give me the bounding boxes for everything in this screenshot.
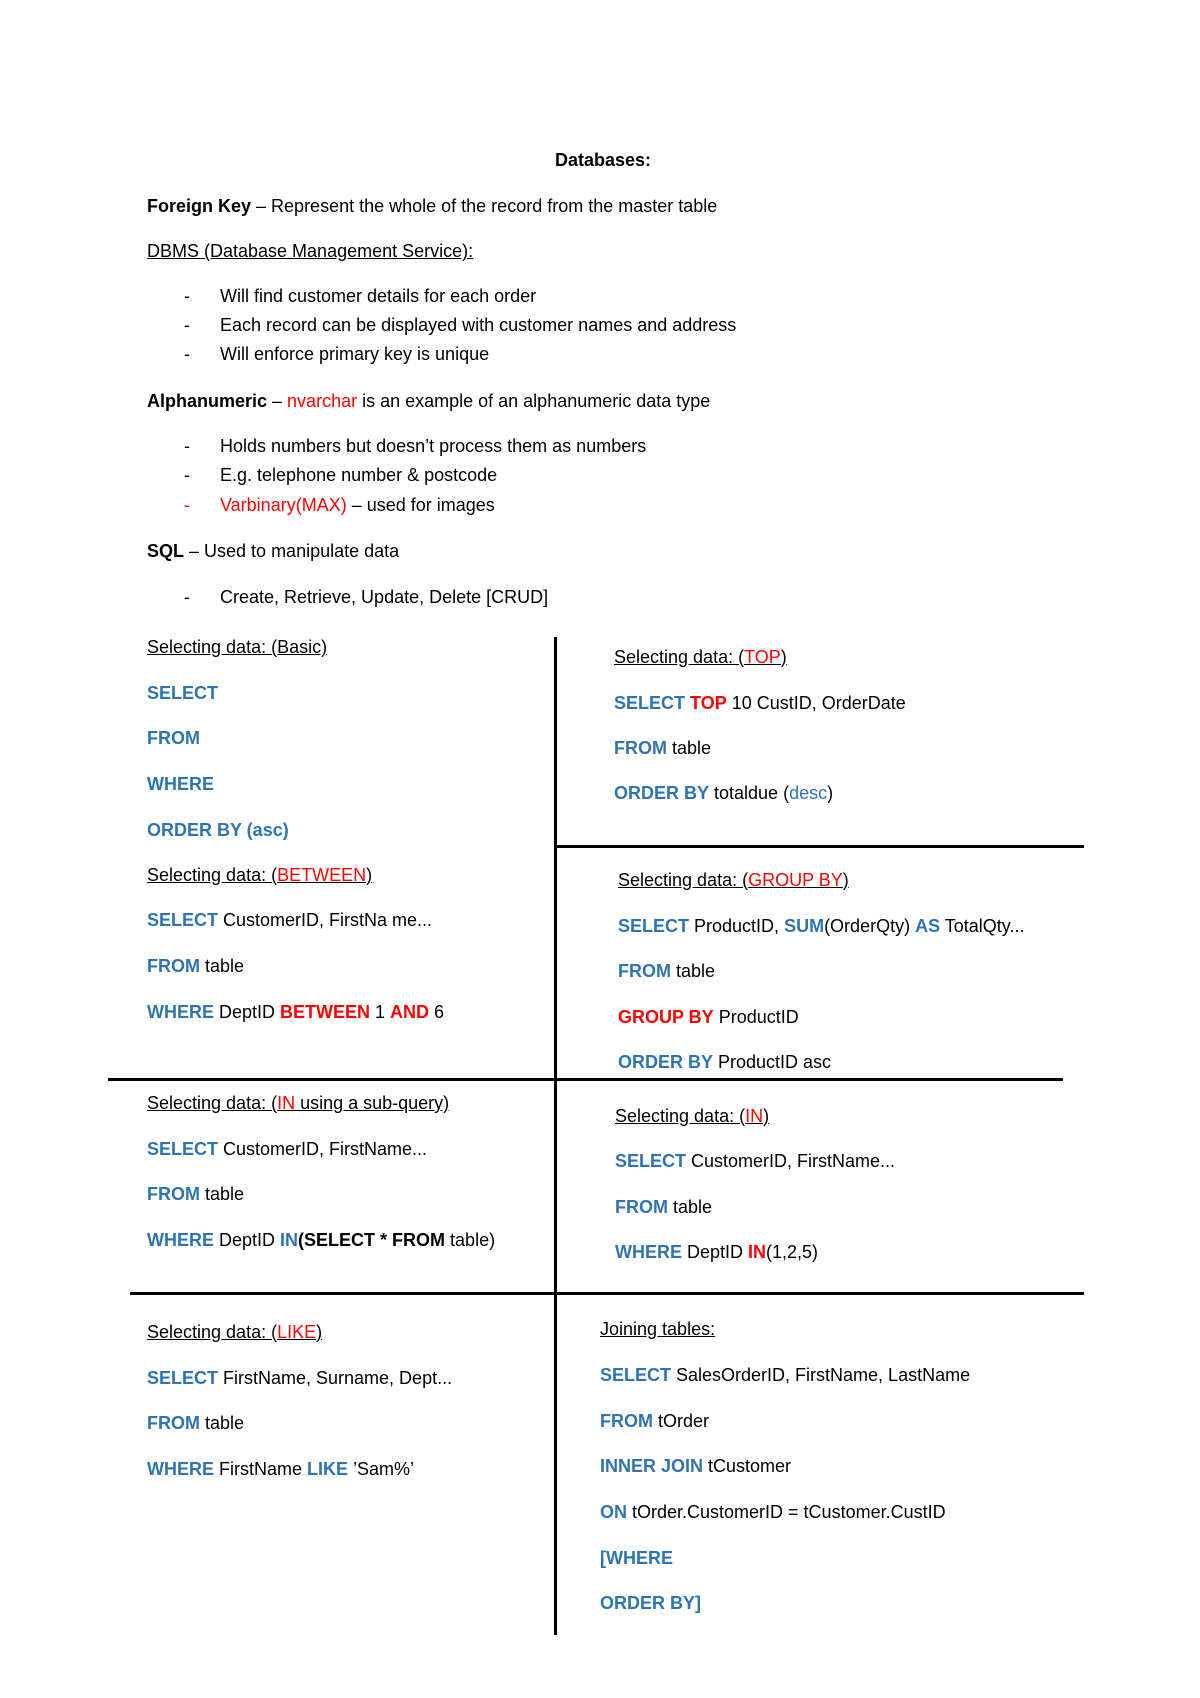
value-1: 1 [370, 1002, 391, 1022]
dbms-item-text: Each record can be displayed with customer names and address [220, 315, 737, 335]
from-rest: table [668, 1197, 713, 1217]
from-rest: table [200, 1184, 245, 1204]
join-heading: Joining tables: [600, 1319, 716, 1339]
heading-keyword: TOP [744, 647, 781, 667]
kw-where: WHERE [147, 1459, 214, 1479]
sql-line [147, 540, 399, 562]
between-where-line [147, 1001, 444, 1023]
alphanumeric-line [147, 390, 710, 412]
kw-from: FROM [600, 1411, 653, 1431]
kw-in: IN [280, 1230, 299, 1250]
heading-prefix: Selecting data: ( [147, 1322, 278, 1342]
heading-keyword: BETWEEN [277, 865, 367, 885]
heading-prefix: Selecting data: ( [615, 1106, 746, 1126]
join-where: [WHERE [600, 1548, 673, 1568]
kw-order-by: ORDER BY [618, 1052, 714, 1072]
heading-suffix: ) [763, 1106, 770, 1126]
kw-on: ON [600, 1502, 627, 1522]
foreign-key-line [147, 195, 717, 217]
sql-term: SQL [147, 541, 185, 561]
kw-inner-join: INNER JOIN [600, 1456, 704, 1476]
bullet-dash: - [184, 495, 190, 515]
bullet-dash: - [184, 587, 190, 607]
bullet-dash: - [184, 286, 190, 306]
grid-divider-3 [130, 1292, 1084, 1295]
order-rest: totaldue ( [709, 783, 790, 803]
kw-group-by: GROUP BY [618, 1007, 714, 1027]
group-by-heading [618, 869, 849, 891]
join-rest: tCustomer [703, 1456, 792, 1476]
kw-from: FROM [615, 1197, 668, 1217]
dbms-item-text: Will enforce primary key is unique [220, 344, 490, 364]
kw-select: SELECT [614, 693, 686, 713]
heading-suffix: ) [316, 1322, 323, 1342]
kw-as: AS [915, 916, 941, 936]
like-where-line [147, 1458, 414, 1480]
basic-from: FROM [147, 728, 200, 748]
heading-suffix: ) [780, 647, 787, 667]
like-pattern: ’Sam%’ [348, 1459, 415, 1479]
from-rest: table [671, 961, 716, 981]
subquery-rest: table) [445, 1230, 496, 1250]
in-subquery-where-line [147, 1229, 495, 1251]
basic-select: SELECT [147, 683, 219, 703]
in-subquery-heading [147, 1092, 449, 1114]
kw-from: FROM [147, 1184, 200, 1204]
alphanumeric-term: Alphanumeric [147, 391, 268, 411]
from-rest: tOrder [653, 1411, 710, 1431]
kw-between: BETWEEN [280, 1002, 371, 1022]
kw-from: FROM [614, 738, 667, 758]
foreign-key-text: – Represent the whole of the record from the master table [251, 196, 718, 216]
kw-from: FROM [147, 956, 200, 976]
in-subquery-select-line [147, 1138, 427, 1160]
kw-select: SELECT [147, 1368, 219, 1388]
basic-heading: Selecting data: (Basic) [147, 637, 328, 657]
sql-item-text: Create, Retrieve, Update, Delete [CRUD] [220, 587, 549, 607]
select-rest: FirstName, Surname, Dept... [218, 1368, 453, 1388]
join-select-line [600, 1364, 970, 1386]
group-by-group-line [618, 1006, 799, 1028]
grid-divider-2 [108, 1078, 1063, 1081]
heading-keyword: IN [277, 1093, 296, 1113]
varbinary-text: – used for images [346, 495, 495, 515]
grid-vertical-divider [554, 637, 557, 1635]
grid-divider-1 [554, 845, 1084, 848]
heading-suffix: using a sub-query) [295, 1093, 450, 1113]
separator: – [267, 391, 288, 411]
like-select-line [147, 1367, 452, 1389]
foreign-key-term: Foreign Key [147, 196, 252, 216]
heading-prefix: Selecting data: ( [147, 1093, 278, 1113]
in-list-heading [615, 1105, 769, 1127]
dbms-item-text: Will find customer details for each order [220, 286, 537, 306]
select-rest: CustomerID, FirstName... [686, 1151, 896, 1171]
join-order-by: ORDER BY] [600, 1593, 702, 1613]
kw-order-by: ORDER BY [614, 783, 710, 803]
kw-sub-from: FROM [392, 1230, 446, 1250]
alphanumeric-item [184, 494, 495, 516]
kw-where: WHERE [615, 1242, 682, 1262]
between-from-line [147, 955, 244, 977]
heading-prefix: Selecting data: ( [147, 865, 278, 885]
like-from-line [147, 1412, 244, 1434]
heading-suffix: ) [366, 865, 373, 885]
in-list-where-line [615, 1241, 818, 1263]
where-rest: DeptID [682, 1242, 749, 1262]
bullet-dash: - [184, 436, 190, 456]
alphanumeric-item-text: E.g. telephone number & postcode [220, 465, 498, 485]
sql-item [184, 586, 548, 608]
alphanumeric-item [184, 464, 497, 486]
from-rest: table [667, 738, 712, 758]
subquery-open: (SELECT * [298, 1230, 393, 1250]
sql-text: – Used to manipulate data [184, 541, 400, 561]
basic-where: WHERE [147, 774, 214, 794]
heading-prefix: Selecting data: ( [614, 647, 745, 667]
between-heading [147, 864, 372, 886]
between-select-line [147, 909, 432, 931]
join-on-line [600, 1501, 946, 1523]
kw-in: IN [748, 1242, 767, 1262]
kw-top: TOP [690, 693, 727, 713]
dbms-heading: DBMS (Database Management Service): [147, 241, 474, 261]
value-2: 6 [429, 1002, 445, 1022]
join-from-line [600, 1410, 709, 1432]
where-rest: DeptID [214, 1002, 281, 1022]
top-order-line [614, 782, 833, 804]
dbms-item [184, 343, 489, 365]
like-heading [147, 1321, 322, 1343]
alphanumeric-item [184, 435, 646, 457]
where-rest: DeptID [214, 1230, 281, 1250]
dbms-item [184, 285, 536, 307]
kw-select: SELECT [615, 1151, 687, 1171]
sum-rest: (OrderQty) [824, 916, 916, 936]
group-by-select-line [618, 915, 1024, 937]
select-rest: SalesOrderID, FirstName, LastName [671, 1365, 971, 1385]
heading-keyword: IN [745, 1106, 764, 1126]
kw-where: WHERE [147, 1002, 214, 1022]
kw-select: SELECT [147, 1139, 219, 1159]
from-rest: table [200, 956, 245, 976]
close-paren: ) [827, 783, 834, 803]
kw-sum: SUM [784, 916, 825, 936]
top-heading [614, 646, 787, 668]
group-by-from-line [618, 960, 715, 982]
in-list-values: (1,2,5) [766, 1242, 819, 1262]
kw-select: SELECT [618, 916, 690, 936]
bullet-dash: - [184, 344, 190, 364]
top-from-line [614, 737, 711, 759]
kw-desc: desc [789, 783, 828, 803]
varbinary-keyword: Varbinary(MAX) [220, 495, 347, 515]
nvarchar-keyword: nvarchar [287, 391, 358, 411]
select-rest: 10 CustID, OrderDate [726, 693, 906, 713]
join-inner-line [600, 1455, 791, 1477]
select-rest: CustomerID, FirstNa me... [218, 910, 433, 930]
heading-keyword: GROUP BY [748, 870, 843, 890]
kw-where: WHERE [147, 1230, 214, 1250]
basic-order-by: ORDER BY (asc) [147, 820, 289, 840]
top-select-line [614, 692, 906, 714]
kw-like: LIKE [307, 1459, 349, 1479]
heading-prefix: Selecting data: ( [618, 870, 749, 890]
in-list-from-line [615, 1196, 712, 1218]
bullet-dash: - [184, 465, 190, 485]
kw-from: FROM [147, 1413, 200, 1433]
kw-select: SELECT [600, 1365, 672, 1385]
from-rest: table [200, 1413, 245, 1433]
kw-select: SELECT [147, 910, 219, 930]
page-title: Databases: [555, 150, 652, 170]
kw-and: AND [390, 1002, 430, 1022]
group-rest: ProductID [713, 1007, 799, 1027]
bullet-dash: - [184, 315, 190, 335]
as-rest: TotalQty... [940, 916, 1025, 936]
group-by-order-line [618, 1051, 831, 1073]
in-subquery-from-line [147, 1183, 244, 1205]
alphanumeric-item-text: Holds numbers but doesn’t process them as numbers [220, 436, 647, 456]
alphanumeric-text: is an example of an alphanumeric data type [357, 391, 711, 411]
on-rest: tOrder.CustomerID = tCustomer.CustID [627, 1502, 946, 1522]
heading-keyword: LIKE [277, 1322, 317, 1342]
select-rest: ProductID, [689, 916, 785, 936]
dbms-item [184, 314, 736, 336]
order-rest: ProductID asc [713, 1052, 832, 1072]
where-rest: FirstName [214, 1459, 308, 1479]
kw-from: FROM [618, 961, 671, 981]
heading-suffix: ) [842, 870, 849, 890]
select-rest: CustomerID, FirstName... [218, 1139, 428, 1159]
in-list-select-line [615, 1150, 895, 1172]
